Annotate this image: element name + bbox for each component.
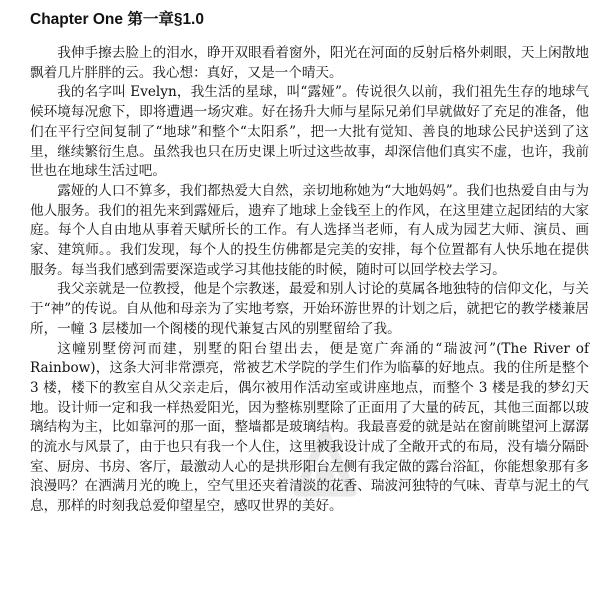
chapter-body bbox=[30, 44, 589, 517]
chapter-heading: Chapter One 第一章§1.0 bbox=[30, 11, 204, 28]
paragraph-1: 我伸手擦去脸上的泪水，睁开双眼看着窗外，阳光在河面的反射后格外刺眼，天上闲散地飘着几片胖胖的云。我心想：真好，又是一个晴天。 bbox=[30, 45, 589, 81]
paragraph-2: 我的名字叫 Evelyn，我生活的星球，叫“露娅”。传说很久以前，我们祖先生存的地球气候环境每况愈下，即将遭遇一场灾难。好在扬升大师与星际兄弟们早就做好了充足的准备，他们在平行空间复制了“地球”和整个“太阳系”，把一大批有觉知、善良的地球公民护送到了这里，继续繁衍生息。虽然我也只在历史课上听过这些故事，却深信他们真实不虚，也许，我前世也在地球生活过吧。 bbox=[30, 84, 589, 180]
paragraph-5: 这幢别墅傍河而建，别墅的阳台望出去，便是宽广奔涌的“瑞波河”(The River of Rainbow)，这条大河非常漂亮，常被艺术学院的学生们作为临摹的好地点。我的住所是整个 3 楼，楼下的教室自从父亲走后，偶尔被用作活动室或讲座地点，而整个 3 楼是我的梦幻天地。设计师一定和我一样热爱阳光，因为整栋别墅除了正面用了大量的砖瓦，其他三面都以玻璃结构为主，比如靠河的那一面，整墙都是玻璃结构。我最喜爱的就是站在窗前眺望河上潺潺的流水与风景了，由于也只有我一个人住，这里被我设计成了全敞开式的布局，没有墙分隔卧室、厨房、书房、客厅，最激动人心的是拱形阳台左侧有我定做的露台浴缸，你能想象那有多浪漫吗？在洒满月光的晚上，空气里还夹着清淡的花香、瑞波河独特的气味、青草与泥土的气息，那样的时刻我总爱仰望星空，感叹世界的美好。 bbox=[30, 340, 589, 515]
paragraph-3: 露娅的人口不算多，我们都热爱大自然，亲切地称她为“大地妈妈”。我们也热爱自由与为他人服务。我们的祖先来到露娅后，遗弃了地球上金钱至上的作风，在这里建立起团结的大家庭。每个人自由地从事着天赋所长的工作。有人选择当老师，有人成为园艺大师、演员、画家、建筑师。。我们发现，每个人的投生仿佛都是完美的安排，每个位置都有人快乐地在提供服务。每当我们感到需要深造或学习其他技能的时候，随时可以回学校去学习。 bbox=[30, 182, 589, 278]
paragraph-4: 我父亲就是一位教授，他是个宗教迷，最爱和别人讨论的莫属各地独特的信仰文化，与关于“神”的传说。自从他和母亲为了实地考察，开始环游世界的计划之后，就把它的教学楼兼居所，一幢 3 层楼加一个阁楼的现代兼复古风的别墅留给了我。 bbox=[30, 281, 589, 337]
